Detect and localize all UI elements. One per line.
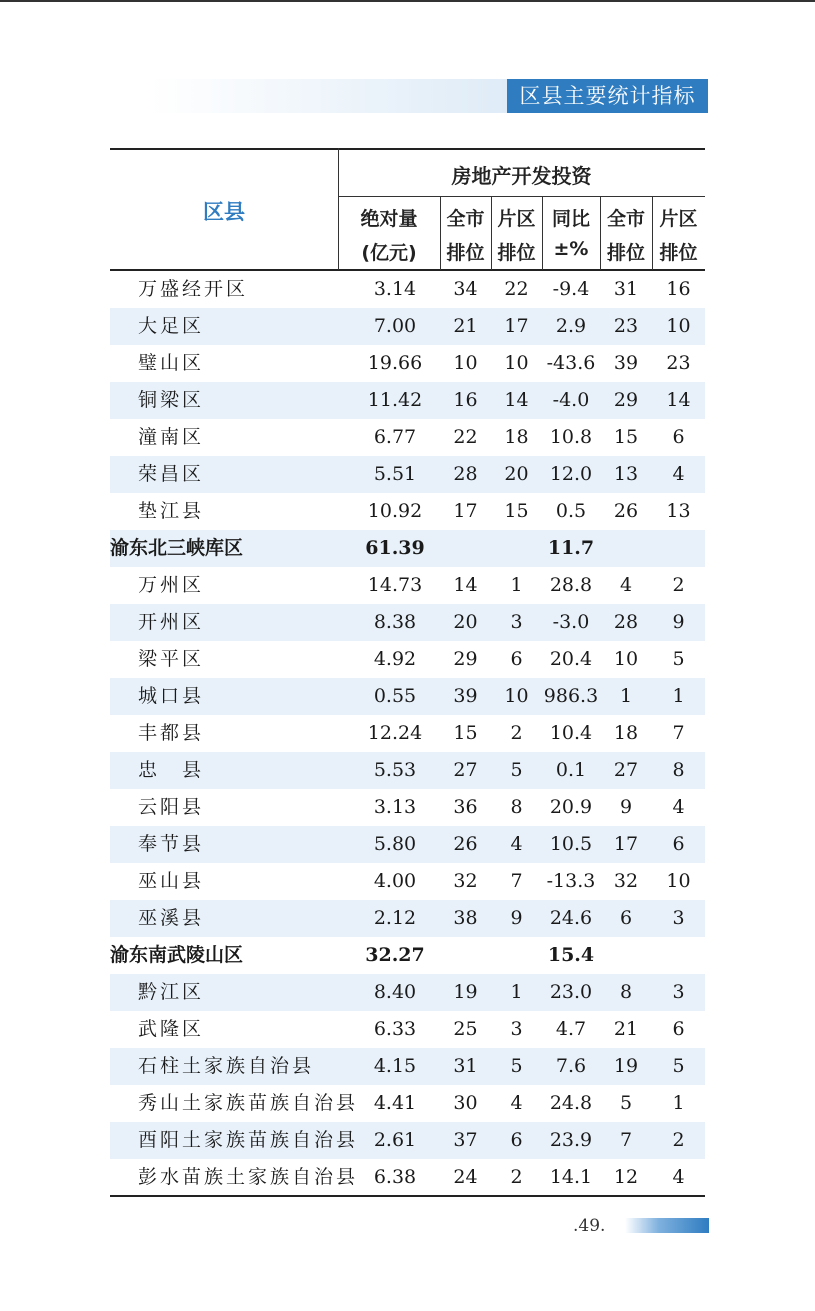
yoy-change-cell: -43.6 (546, 352, 596, 374)
area-rank-1-cell: 3 (510, 611, 523, 633)
area-rank-2-cell: 3 (672, 981, 685, 1003)
table-row (110, 863, 705, 900)
yoy-change-cell: 0.1 (555, 759, 587, 781)
area-rank-2-cell: 23 (666, 352, 691, 374)
yoy-change-cell: 20.4 (549, 648, 593, 670)
city-rank-1-cell: 32 (453, 870, 478, 892)
abs-value-cell: 8.40 (373, 981, 417, 1003)
yoy-change-cell: 24.8 (549, 1092, 593, 1114)
header-city-rank-1-line1: 全市 (446, 208, 485, 230)
yoy-change-cell: -9.4 (552, 278, 590, 300)
header-area-rank-1-line1: 片区 (497, 208, 536, 230)
area-rank-1-cell: 5 (510, 1055, 523, 1077)
region-name-cell: 奉节县 (138, 833, 205, 855)
region-name-cell: 渝东北三峡库区 (110, 537, 244, 559)
region-name-cell: 梁平区 (138, 648, 205, 670)
table-row (110, 1159, 705, 1196)
area-rank-1-cell: 1 (510, 574, 523, 596)
city-rank-1-cell: 28 (453, 463, 478, 485)
area-rank-2-cell: 6 (672, 1018, 685, 1040)
area-rank-1-cell (491, 530, 542, 567)
abs-value-cell: 6.33 (373, 1018, 417, 1040)
yoy-change-cell: 0.5 (555, 500, 587, 522)
yoy-change-cell: 28.8 (549, 574, 593, 596)
city-rank-2-cell: 18 (613, 722, 639, 744)
abs-value-cell: 3.14 (373, 278, 417, 300)
city-rank-1-cell: 16 (453, 389, 478, 411)
area-rank-1-cell: 18 (504, 426, 529, 448)
city-rank-1-cell: 34 (453, 278, 478, 300)
region-name-cell: 开州区 (138, 611, 205, 633)
area-rank-2-cell: 10 (666, 870, 691, 892)
abs-value-cell: 6.38 (373, 1166, 417, 1188)
city-rank-1-cell: 25 (453, 1018, 478, 1040)
table-row (110, 456, 705, 493)
city-rank-2-cell: 12 (613, 1166, 639, 1188)
city-rank-1-cell: 37 (453, 1129, 478, 1151)
area-rank-2-cell: 7 (672, 722, 685, 744)
area-rank-1-cell: 22 (504, 278, 529, 300)
abs-value-cell: 8.38 (373, 611, 417, 633)
city-rank-2-cell: 27 (613, 759, 639, 781)
header-city-rank-2-line1: 全市 (606, 208, 645, 230)
area-rank-2-cell: 16 (666, 278, 691, 300)
city-rank-1-cell: 39 (453, 685, 478, 707)
table-row (110, 308, 705, 345)
abs-value-cell: 61.39 (365, 537, 425, 559)
city-rank-1-cell: 26 (453, 833, 478, 855)
region-name-cell: 彭水苗族土家族自治县 (138, 1166, 359, 1188)
abs-value-cell: 11.42 (367, 389, 423, 411)
city-rank-2-cell: 31 (613, 278, 639, 300)
yoy-change-cell: 12.0 (549, 463, 593, 485)
area-rank-2-cell: 1 (672, 1092, 685, 1114)
abs-value-cell: 5.51 (373, 463, 417, 485)
city-rank-2-cell: 21 (613, 1018, 639, 1040)
area-rank-1-cell: 10 (504, 352, 529, 374)
city-rank-2-cell: 23 (613, 315, 639, 337)
region-name-cell: 璧山区 (138, 352, 205, 374)
area-rank-2-cell: 14 (666, 389, 691, 411)
city-rank-2-cell (600, 530, 652, 567)
table-row (110, 715, 705, 752)
city-rank-1-cell (440, 530, 491, 567)
region-name-cell: 垫江县 (138, 500, 205, 522)
city-rank-1-cell: 24 (453, 1166, 478, 1188)
column-header-region: 区县 (203, 200, 245, 224)
area-rank-2-cell (652, 530, 705, 567)
city-rank-1-cell: 31 (453, 1055, 478, 1077)
table-row (110, 678, 705, 715)
table-top-rule (110, 148, 705, 150)
city-rank-1-cell: 29 (453, 648, 478, 670)
region-name-cell: 万州区 (138, 574, 205, 596)
area-rank-1-cell: 8 (510, 796, 523, 818)
yoy-change-cell: 14.1 (549, 1166, 593, 1188)
table-row (110, 752, 705, 789)
table-row (110, 1048, 705, 1085)
city-rank-2-cell (600, 937, 652, 974)
area-rank-2-cell: 2 (672, 574, 685, 596)
city-rank-1-cell: 20 (453, 611, 478, 633)
area-rank-1-cell: 6 (510, 1129, 523, 1151)
city-rank-1-cell: 15 (453, 722, 478, 744)
area-rank-1-cell: 14 (504, 389, 529, 411)
area-rank-2-cell: 1 (672, 685, 685, 707)
city-rank-1-cell (440, 937, 491, 974)
table-row (110, 789, 705, 826)
area-rank-2-cell: 5 (672, 1055, 685, 1077)
area-rank-1-cell: 6 (510, 648, 523, 670)
area-rank-1-cell: 9 (510, 907, 523, 929)
area-rank-2-cell: 6 (672, 426, 685, 448)
city-rank-1-cell: 21 (453, 315, 478, 337)
region-name-cell: 渝东南武陵山区 (110, 944, 244, 966)
abs-value-cell: 5.53 (373, 759, 417, 781)
group-header-rule (338, 196, 705, 197)
table-row (110, 271, 705, 308)
city-rank-1-cell: 30 (453, 1092, 478, 1114)
area-rank-1-cell: 20 (504, 463, 529, 485)
header-area-rank-1-line2: 排位 (497, 242, 536, 264)
region-name-cell: 城口县 (138, 685, 205, 707)
yoy-change-cell: 23.9 (549, 1129, 593, 1151)
city-rank-1-cell: 19 (453, 981, 478, 1003)
area-rank-1-cell: 7 (510, 870, 523, 892)
yoy-change-cell: 11.7 (547, 537, 595, 559)
table-row (110, 567, 705, 604)
table-row (110, 1085, 705, 1122)
table-row (110, 641, 705, 678)
header-area-rank-2-line1: 片区 (659, 208, 698, 230)
table-row (110, 826, 705, 863)
abs-value-cell: 3.13 (373, 796, 417, 818)
area-rank-1-cell: 10 (504, 685, 529, 707)
table-row (110, 604, 705, 641)
city-rank-2-cell: 4 (619, 574, 633, 596)
abs-value-cell: 2.61 (373, 1129, 417, 1151)
city-rank-2-cell: 1 (619, 685, 633, 707)
abs-value-cell: 4.00 (373, 870, 417, 892)
city-rank-2-cell: 8 (619, 981, 633, 1003)
region-name-cell: 忠 县 (138, 759, 205, 781)
table-group-row (110, 937, 705, 974)
city-rank-2-cell: 17 (613, 833, 639, 855)
abs-value-cell: 12.24 (367, 722, 423, 744)
abs-value-cell: 6.77 (373, 426, 417, 448)
table-row (110, 345, 705, 382)
table-row (110, 974, 705, 1011)
region-name-cell: 荣昌区 (138, 463, 205, 485)
city-rank-1-cell: 36 (453, 796, 478, 818)
abs-value-cell: 10.92 (367, 500, 423, 522)
abs-value-cell: 7.00 (373, 315, 417, 337)
area-rank-1-cell: 3 (510, 1018, 523, 1040)
area-rank-1-cell: 4 (510, 833, 523, 855)
yoy-change-cell: 2.9 (555, 315, 587, 337)
yoy-change-cell: 986.3 (543, 685, 599, 707)
table-row (110, 900, 705, 937)
abs-value-cell: 4.15 (373, 1055, 417, 1077)
city-rank-2-cell: 7 (619, 1129, 633, 1151)
region-name-cell: 万盛经开区 (138, 278, 249, 300)
abs-value-cell: 14.73 (367, 574, 423, 596)
abs-value-cell: 19.66 (367, 352, 423, 374)
area-rank-1-cell: 1 (510, 981, 523, 1003)
table-row (110, 419, 705, 456)
area-rank-2-cell: 3 (672, 907, 685, 929)
header-city-rank-2-line2: 排位 (606, 242, 645, 264)
yoy-change-cell: -3.0 (552, 611, 590, 633)
region-name-cell: 黔江区 (138, 981, 205, 1003)
region-name-cell: 秀山土家族苗族自治县 (138, 1092, 359, 1114)
page-number-bar (625, 1218, 709, 1233)
table-row (110, 493, 705, 530)
table-row (110, 1122, 705, 1159)
area-rank-1-cell: 2 (510, 1166, 523, 1188)
area-rank-2-cell: 13 (666, 500, 691, 522)
region-name-cell: 铜梁区 (138, 389, 205, 411)
city-rank-2-cell: 13 (613, 463, 639, 485)
area-rank-1-cell: 4 (510, 1092, 523, 1114)
city-rank-1-cell: 17 (453, 500, 478, 522)
area-rank-2-cell: 2 (672, 1129, 685, 1151)
header-area-rank-2-line2: 排位 (659, 242, 698, 264)
area-rank-2-cell (652, 937, 705, 974)
city-rank-2-cell: 19 (613, 1055, 639, 1077)
header-city-rank-1-line2: 排位 (446, 242, 485, 264)
city-rank-1-cell: 38 (453, 907, 478, 929)
city-rank-2-cell: 28 (613, 611, 639, 633)
city-rank-2-cell: 26 (613, 500, 639, 522)
region-name-cell: 石柱土家族自治县 (138, 1055, 315, 1077)
yoy-change-cell: 24.6 (549, 907, 593, 929)
city-rank-1-cell: 14 (453, 574, 478, 596)
city-rank-1-cell: 22 (453, 426, 478, 448)
abs-value-cell: 4.92 (373, 648, 417, 670)
header-abs-line2: (亿元) (361, 242, 417, 264)
yoy-change-cell: 4.7 (555, 1018, 587, 1040)
area-rank-2-cell: 5 (672, 648, 685, 670)
region-name-cell: 巫山县 (138, 870, 205, 892)
city-rank-2-cell: 5 (619, 1092, 633, 1114)
city-rank-2-cell: 10 (613, 648, 639, 670)
area-rank-2-cell: 9 (672, 611, 685, 633)
city-rank-2-cell: 39 (613, 352, 639, 374)
area-rank-1-cell: 2 (510, 722, 523, 744)
yoy-change-cell: 15.4 (547, 944, 595, 966)
header-abs-line1: 绝对量 (360, 208, 418, 230)
region-name-cell: 武隆区 (138, 1018, 205, 1040)
section-title: 区县主要统计指标 (507, 79, 708, 113)
city-rank-2-cell: 29 (613, 389, 639, 411)
region-name-cell: 巫溪县 (138, 907, 205, 929)
yoy-change-cell: -4.0 (552, 389, 590, 411)
city-rank-2-cell: 15 (613, 426, 639, 448)
area-rank-1-cell: 17 (504, 315, 529, 337)
abs-value-cell: 32.27 (365, 944, 425, 966)
yoy-change-cell: 10.8 (549, 426, 593, 448)
abs-value-cell: 2.12 (373, 907, 417, 929)
table-row (110, 382, 705, 419)
region-name-cell: 酉阳土家族苗族自治县 (138, 1129, 359, 1151)
yoy-change-cell: -13.3 (546, 870, 596, 892)
area-rank-2-cell: 8 (672, 759, 685, 781)
table-row (110, 1011, 705, 1048)
yoy-change-cell: 23.0 (549, 981, 593, 1003)
abs-value-cell: 0.55 (373, 685, 417, 707)
area-rank-2-cell: 4 (672, 1166, 685, 1188)
region-name-cell: 丰都县 (138, 722, 205, 744)
group-header-real-estate-investment: 房地产开发投资 (451, 164, 592, 188)
area-rank-2-cell: 10 (666, 315, 691, 337)
area-rank-2-cell: 4 (672, 796, 685, 818)
city-rank-1-cell: 27 (453, 759, 478, 781)
city-rank-2-cell: 9 (619, 796, 633, 818)
yoy-change-cell: 10.4 (549, 722, 593, 744)
yoy-change-cell: 20.9 (549, 796, 593, 818)
yoy-change-cell: 7.6 (555, 1055, 587, 1077)
page-number: .49. (573, 1216, 606, 1236)
area-rank-2-cell: 4 (672, 463, 685, 485)
table-group-row (110, 530, 705, 567)
abs-value-cell: 5.80 (373, 833, 417, 855)
area-rank-1-cell: 15 (504, 500, 529, 522)
top-rule (0, 0, 815, 2)
yoy-change-cell: 10.5 (549, 833, 593, 855)
region-name-cell: 大足区 (138, 315, 205, 337)
city-rank-1-cell: 10 (453, 352, 478, 374)
header-yoy-line2: ±% (553, 238, 589, 260)
city-rank-2-cell: 32 (613, 870, 639, 892)
city-rank-2-cell: 6 (619, 907, 633, 929)
area-rank-1-cell (491, 937, 542, 974)
header-yoy-line1: 同比 (551, 208, 590, 230)
region-name-cell: 云阳县 (138, 796, 205, 818)
area-rank-2-cell: 6 (672, 833, 685, 855)
abs-value-cell: 4.41 (373, 1092, 417, 1114)
area-rank-1-cell: 5 (510, 759, 523, 781)
region-name-cell: 潼南区 (138, 426, 205, 448)
